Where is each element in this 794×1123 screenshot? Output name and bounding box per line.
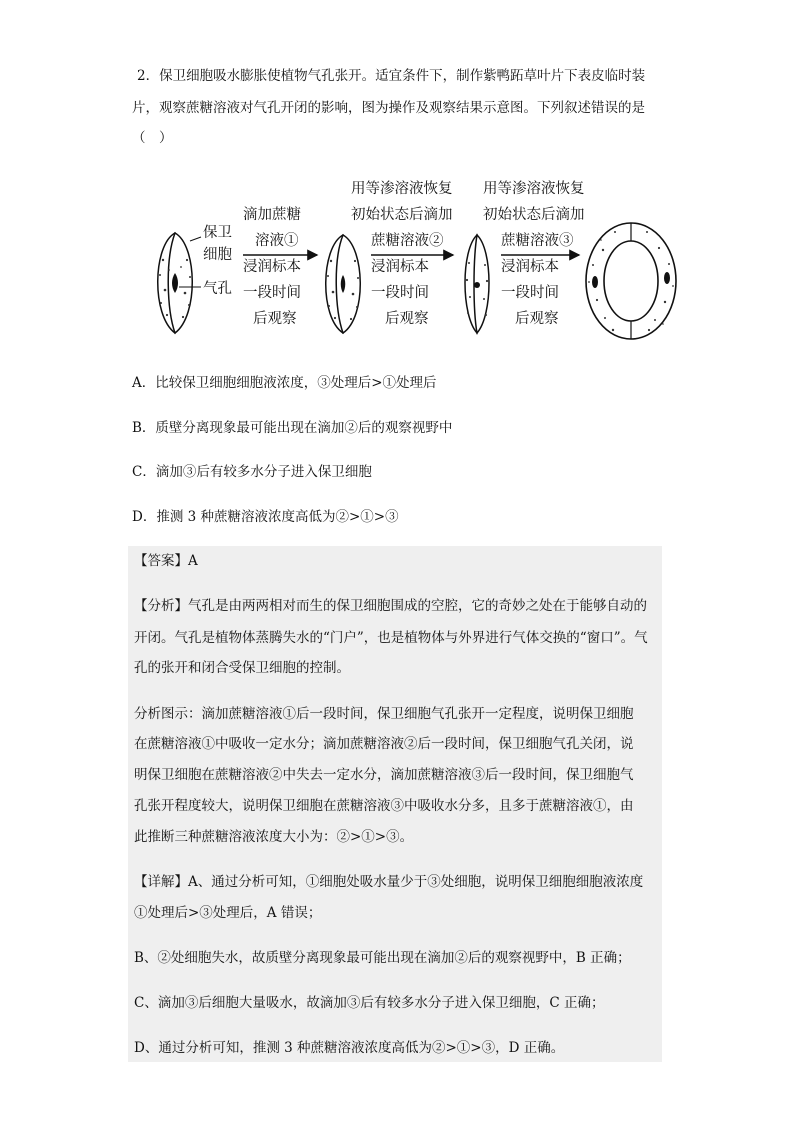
step1-line-3: 浸润标本 [243,259,301,275]
option-c[interactable]: C．滴加③后有较多水分子进入保卫细胞 [132,464,372,480]
analysis-line-1: 【分析】气孔是由两两相对而生的保卫细胞围成的空腔，它的奇妙之处在于能够自动的 [134,598,647,614]
answer-line: 【答案】A [134,553,198,569]
label-guard-cell-1: 保卫 [203,225,232,241]
question-stem-line-2: 片，观察蔗糖溶液对气孔开闭的影响，图为操作及观察结果示意图。下列叙述错误的是 [132,100,645,116]
detail-b: B、②处细胞失水，故质壁分离现象最可能出现在滴加②后的观察视野中，B 正确； [134,950,631,966]
question-stem-line-1: 2．保卫细胞吸水膨胀使植物气孔张开。适宜条件下，制作紫鸭跖草叶片下表皮临时装 [137,68,646,84]
figure-analysis-line-3: 明保卫细胞在蔗糖溶液②中失去一定水分，滴加蔗糖溶液③后一段时间，保卫细胞气 [134,767,634,783]
stoma-after-solution-2 [465,235,489,333]
stoma-after-solution-3 [583,220,679,342]
step1-line-2: 溶液① [255,233,299,249]
step3-line-4: 浸润标本 [501,259,559,275]
stoma-after-solution-1 [326,235,361,333]
stoma-initial [158,233,201,333]
step3-line-3: 蔗糖溶液③ [501,233,574,249]
detail-c: C、滴加③后细胞大量吸水，故滴加③后有较多水分子进入保卫细胞，C 正确； [134,995,605,1011]
step2-line-3: 蔗糖溶液② [371,233,444,249]
step1-line-5: 后观察 [253,311,297,327]
step2-line-5: 一段时间 [371,285,429,301]
figure-analysis-line-1: 分析图示：滴加蔗糖溶液①后一段时间，保卫细胞气孔张开一定程度，说明保卫细胞 [134,706,634,722]
step2-line-4: 浸润标本 [371,259,429,275]
step3-line-1: 用等渗溶液恢复 [483,181,585,197]
step2-line-6: 后观察 [385,311,429,327]
step1-line-1: 滴加蔗糖 [243,207,301,223]
analysis-line-3: 孔的张开和闭合受保卫细胞的控制。 [134,660,350,676]
label-guard-cell-2: 细胞 [203,247,232,263]
option-b[interactable]: B．质壁分离现象最可能出现在滴加②后的观察视野中 [132,420,453,436]
stomata-experiment-diagram [145,175,615,345]
step2-line-1: 用等渗溶液恢复 [351,181,453,197]
label-stoma: 气孔 [203,281,232,297]
detail-d: D、通过分析可知，推测 3 种蔗糖溶液浓度高低为②>①>③，D 正确。 [134,1040,565,1056]
step3-line-2: 初始状态后滴加 [483,207,585,223]
detail-a-line-2: ①处理后>③处理后，A 错误； [134,905,322,921]
step3-line-5: 一段时间 [501,285,559,301]
step3-line-6: 后观察 [515,311,559,327]
figure-analysis-line-2: 在蔗糖溶液①中吸收一定水分；滴加蔗糖溶液②后一段时间，保卫细胞气孔关闭，说 [134,736,634,752]
option-a[interactable]: A．比较保卫细胞细胞液浓度，③处理后>①处理后 [132,375,437,391]
figure-analysis-line-4: 孔张开程度较大，说明保卫细胞在蔗糖溶液③中吸收水分多，且多于蔗糖溶液①，由 [134,798,634,814]
detail-a-line-1: 【详解】A、通过分析可知，①细胞处吸水量少于③处细胞，说明保卫细胞细胞液浓度 [134,874,644,890]
answer-blank: （ ） [132,130,173,146]
step2-line-2: 初始状态后滴加 [351,207,453,223]
option-d[interactable]: D．推测 3 种蔗糖溶液浓度高低为②>①>③ [132,509,399,525]
step1-line-4: 一段时间 [243,285,301,301]
figure-analysis-line-5: 此推断三种蔗糖溶液浓度大小为：②>①>③。 [134,829,414,845]
analysis-line-2: 开闭。气孔是植物体蒸腾失水的“门户”，也是植物体与外界进行气体交换的“窗口”。气 [134,630,648,646]
